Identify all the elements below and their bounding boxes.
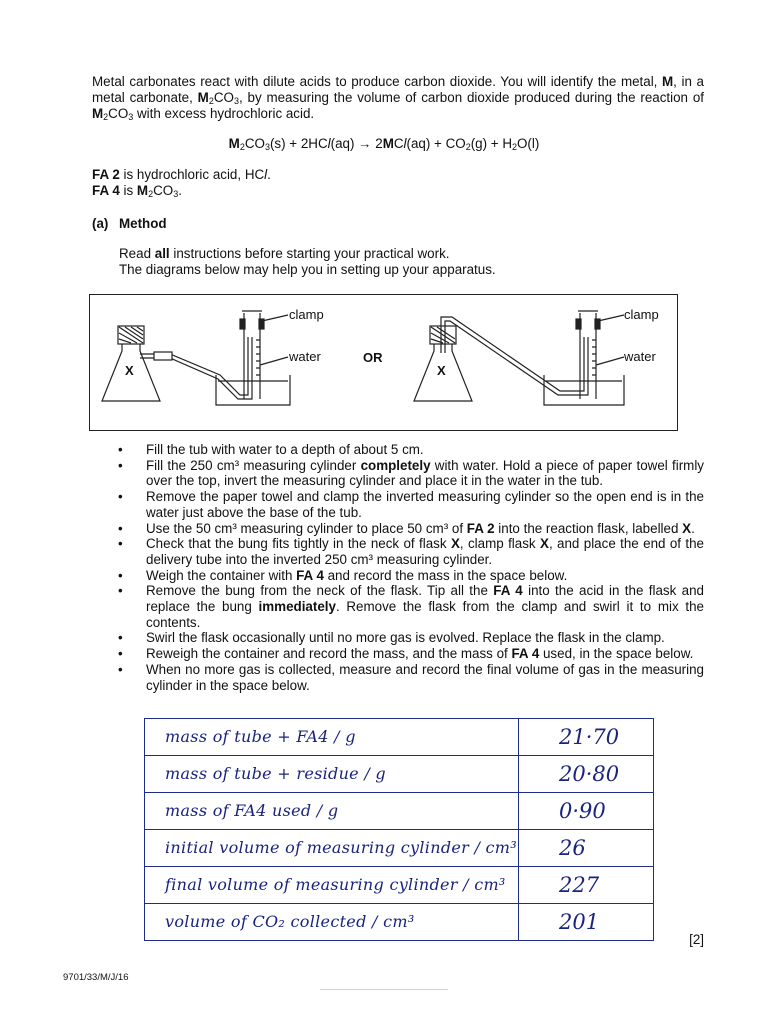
table-row bbox=[145, 793, 654, 830]
step-emphasis: X bbox=[682, 520, 692, 536]
value-cell bbox=[519, 830, 654, 867]
step-text: Fill the 250 cm³ measuring cylinder bbox=[146, 457, 361, 473]
chemical-equation: $M_2CO_3(s) + 2HCl(aq) \to 2MCl(aq) + CO_2(g) + H_2O(l)$ bbox=[228, 136, 540, 152]
step-emphasis: X bbox=[540, 536, 549, 552]
step-emphasis: immediately bbox=[258, 599, 336, 615]
divider-line bbox=[320, 989, 448, 990]
intro-paragraph: Metal carbonates react with dilute acids to produce carbon dioxide. You will identify the metal, M, in a metal carbonate, $M_2CO_3$, by measuring the volume of carbon dioxide produced during the reaction of $M_2CO_3$ with excess hydrochloric acid. bbox=[92, 74, 704, 122]
step-emphasis: FA 4 bbox=[296, 567, 324, 583]
value-cell bbox=[519, 793, 654, 830]
step-text: into the acid in the flask and replace the bung bbox=[146, 583, 704, 615]
bullet-icon: • bbox=[118, 520, 123, 536]
method-step bbox=[118, 458, 704, 489]
table-row bbox=[145, 830, 654, 867]
value-cell bbox=[519, 719, 654, 756]
quantity-cell bbox=[145, 719, 519, 756]
step-text: , clamp flask bbox=[459, 536, 540, 552]
method-step bbox=[118, 646, 704, 662]
handwritten-value: 201 bbox=[559, 910, 600, 934]
bullet-icon: • bbox=[118, 489, 123, 505]
marks-allocation: [2] bbox=[689, 932, 704, 947]
bullet-icon: • bbox=[118, 536, 123, 552]
clamp-label-right: clamp bbox=[624, 307, 659, 322]
value-cell bbox=[519, 756, 654, 793]
table-row bbox=[145, 719, 654, 756]
read-instruction: Read all instructions before starting your practical work. bbox=[119, 246, 450, 261]
paper-code: 9701/33/M/J/16 bbox=[63, 972, 129, 983]
apparatus-drawing bbox=[90, 295, 679, 432]
step-text: . bbox=[691, 520, 695, 536]
bullet-icon: • bbox=[118, 661, 123, 677]
handwritten-label: mass of tube + residue / g bbox=[165, 764, 386, 783]
method-step bbox=[118, 521, 704, 537]
step-text: used, in the space below. bbox=[539, 646, 694, 662]
step-emphasis: FA 4 bbox=[511, 646, 540, 662]
apparatus-diagram bbox=[89, 294, 678, 431]
step-text: . Remove the flask from the clamp and swirl it to mix the contents. bbox=[146, 599, 704, 630]
bullet-icon: • bbox=[118, 457, 123, 473]
step-text: Swirl the flask occasionally until no more gas is evolved. Replace the flask in the clamp. bbox=[146, 630, 665, 646]
handwritten-label: mass of tube + FA4 / g bbox=[165, 727, 356, 746]
bullet-icon: • bbox=[118, 583, 123, 599]
step-text: into the reaction flask, labelled bbox=[494, 520, 683, 536]
handwritten-label: final volume of measuring cylinder / cm³ bbox=[165, 875, 506, 894]
table-row bbox=[145, 756, 654, 793]
step-text: with water. Hold a piece of paper towel firmly over the top, invert the measuring cylinder and place it in the water in the tub. bbox=[146, 457, 704, 489]
handwritten-label: volume of CO₂ collected / cm³ bbox=[165, 912, 415, 931]
method-step bbox=[118, 662, 704, 693]
method-step bbox=[118, 442, 704, 458]
step-text: Remove the bung from the neck of the flask. Tip all the bbox=[146, 583, 494, 599]
handwritten-value: 26 bbox=[559, 836, 586, 860]
table-row bbox=[145, 867, 654, 904]
water-label-left: water bbox=[289, 349, 321, 364]
method-step bbox=[118, 536, 704, 567]
bullet-icon: • bbox=[118, 646, 123, 662]
quantity-cell bbox=[145, 867, 519, 904]
flask-label-right: X bbox=[437, 363, 446, 378]
method-step bbox=[118, 630, 704, 646]
clamp-label-left: clamp bbox=[289, 307, 324, 322]
method-step bbox=[118, 568, 704, 584]
handwritten-label: initial volume of measuring cylinder / cm³ bbox=[165, 838, 517, 857]
handwritten-value: 20·80 bbox=[559, 762, 620, 786]
handwritten-value: 0·90 bbox=[559, 799, 606, 823]
step-emphasis: FA 2 bbox=[466, 520, 495, 536]
bullet-icon: • bbox=[118, 630, 123, 646]
handwritten-label: mass of FA4 used / g bbox=[165, 801, 339, 820]
quantity-cell bbox=[145, 793, 519, 830]
step-text: , and place the end of the delivery tube into the inverted 250 cm³ measuring cylinder. bbox=[146, 536, 705, 567]
value-cell bbox=[519, 867, 654, 904]
quantity-cell bbox=[145, 904, 519, 941]
step-text: Reweigh the container and record the mass, and the mass of bbox=[146, 646, 512, 662]
or-label: OR bbox=[363, 350, 383, 365]
section-heading: (a) Method bbox=[92, 216, 167, 231]
step-text: Weigh the container with bbox=[146, 567, 297, 583]
delivery-tube-left bbox=[140, 337, 248, 395]
table-row bbox=[145, 904, 654, 941]
water-label-right: water bbox=[624, 349, 656, 364]
step-text: and record the mass in the space below. bbox=[323, 567, 568, 583]
step-text: When no more gas is collected, measure and record the final volume of gas in the measuring cylinder in the space below. bbox=[146, 661, 704, 693]
results-table bbox=[144, 718, 654, 941]
step-emphasis: FA 4 bbox=[493, 583, 523, 599]
step-emphasis: X bbox=[450, 536, 460, 552]
step-text: Remove the paper towel and clamp the inverted measuring cylinder so the open end is in the water just above the base of the tub. bbox=[146, 489, 704, 520]
step-emphasis: completely bbox=[360, 457, 431, 473]
delivery-tube-right bbox=[441, 317, 584, 391]
step-text: Check that the bung fits tightly in the neck of flask bbox=[146, 536, 451, 552]
step-text: Fill the tub with water to a depth of about 5 cm. bbox=[146, 442, 424, 457]
fa2-definition: FA 2 is hydrochloric acid, HCl. bbox=[92, 167, 271, 182]
method-steps bbox=[118, 442, 704, 693]
handwritten-value: 21·70 bbox=[559, 725, 620, 749]
method-step bbox=[118, 583, 704, 630]
fa4-definition: FA 4 is $M_2CO_3$. bbox=[92, 183, 182, 199]
bullet-icon: • bbox=[118, 567, 123, 583]
value-cell bbox=[519, 904, 654, 941]
handwritten-value: 227 bbox=[559, 873, 600, 897]
bullet-icon: • bbox=[118, 442, 123, 457]
diagram-hint: The diagrams below may help you in setting up your apparatus. bbox=[119, 262, 496, 277]
method-step bbox=[118, 489, 704, 520]
quantity-cell bbox=[145, 830, 519, 867]
tub-left bbox=[216, 375, 290, 405]
flask-label-left: X bbox=[125, 363, 134, 378]
step-text: Use the 50 cm³ measuring cylinder to place 50 cm³ of bbox=[146, 520, 467, 536]
quantity-cell bbox=[145, 756, 519, 793]
